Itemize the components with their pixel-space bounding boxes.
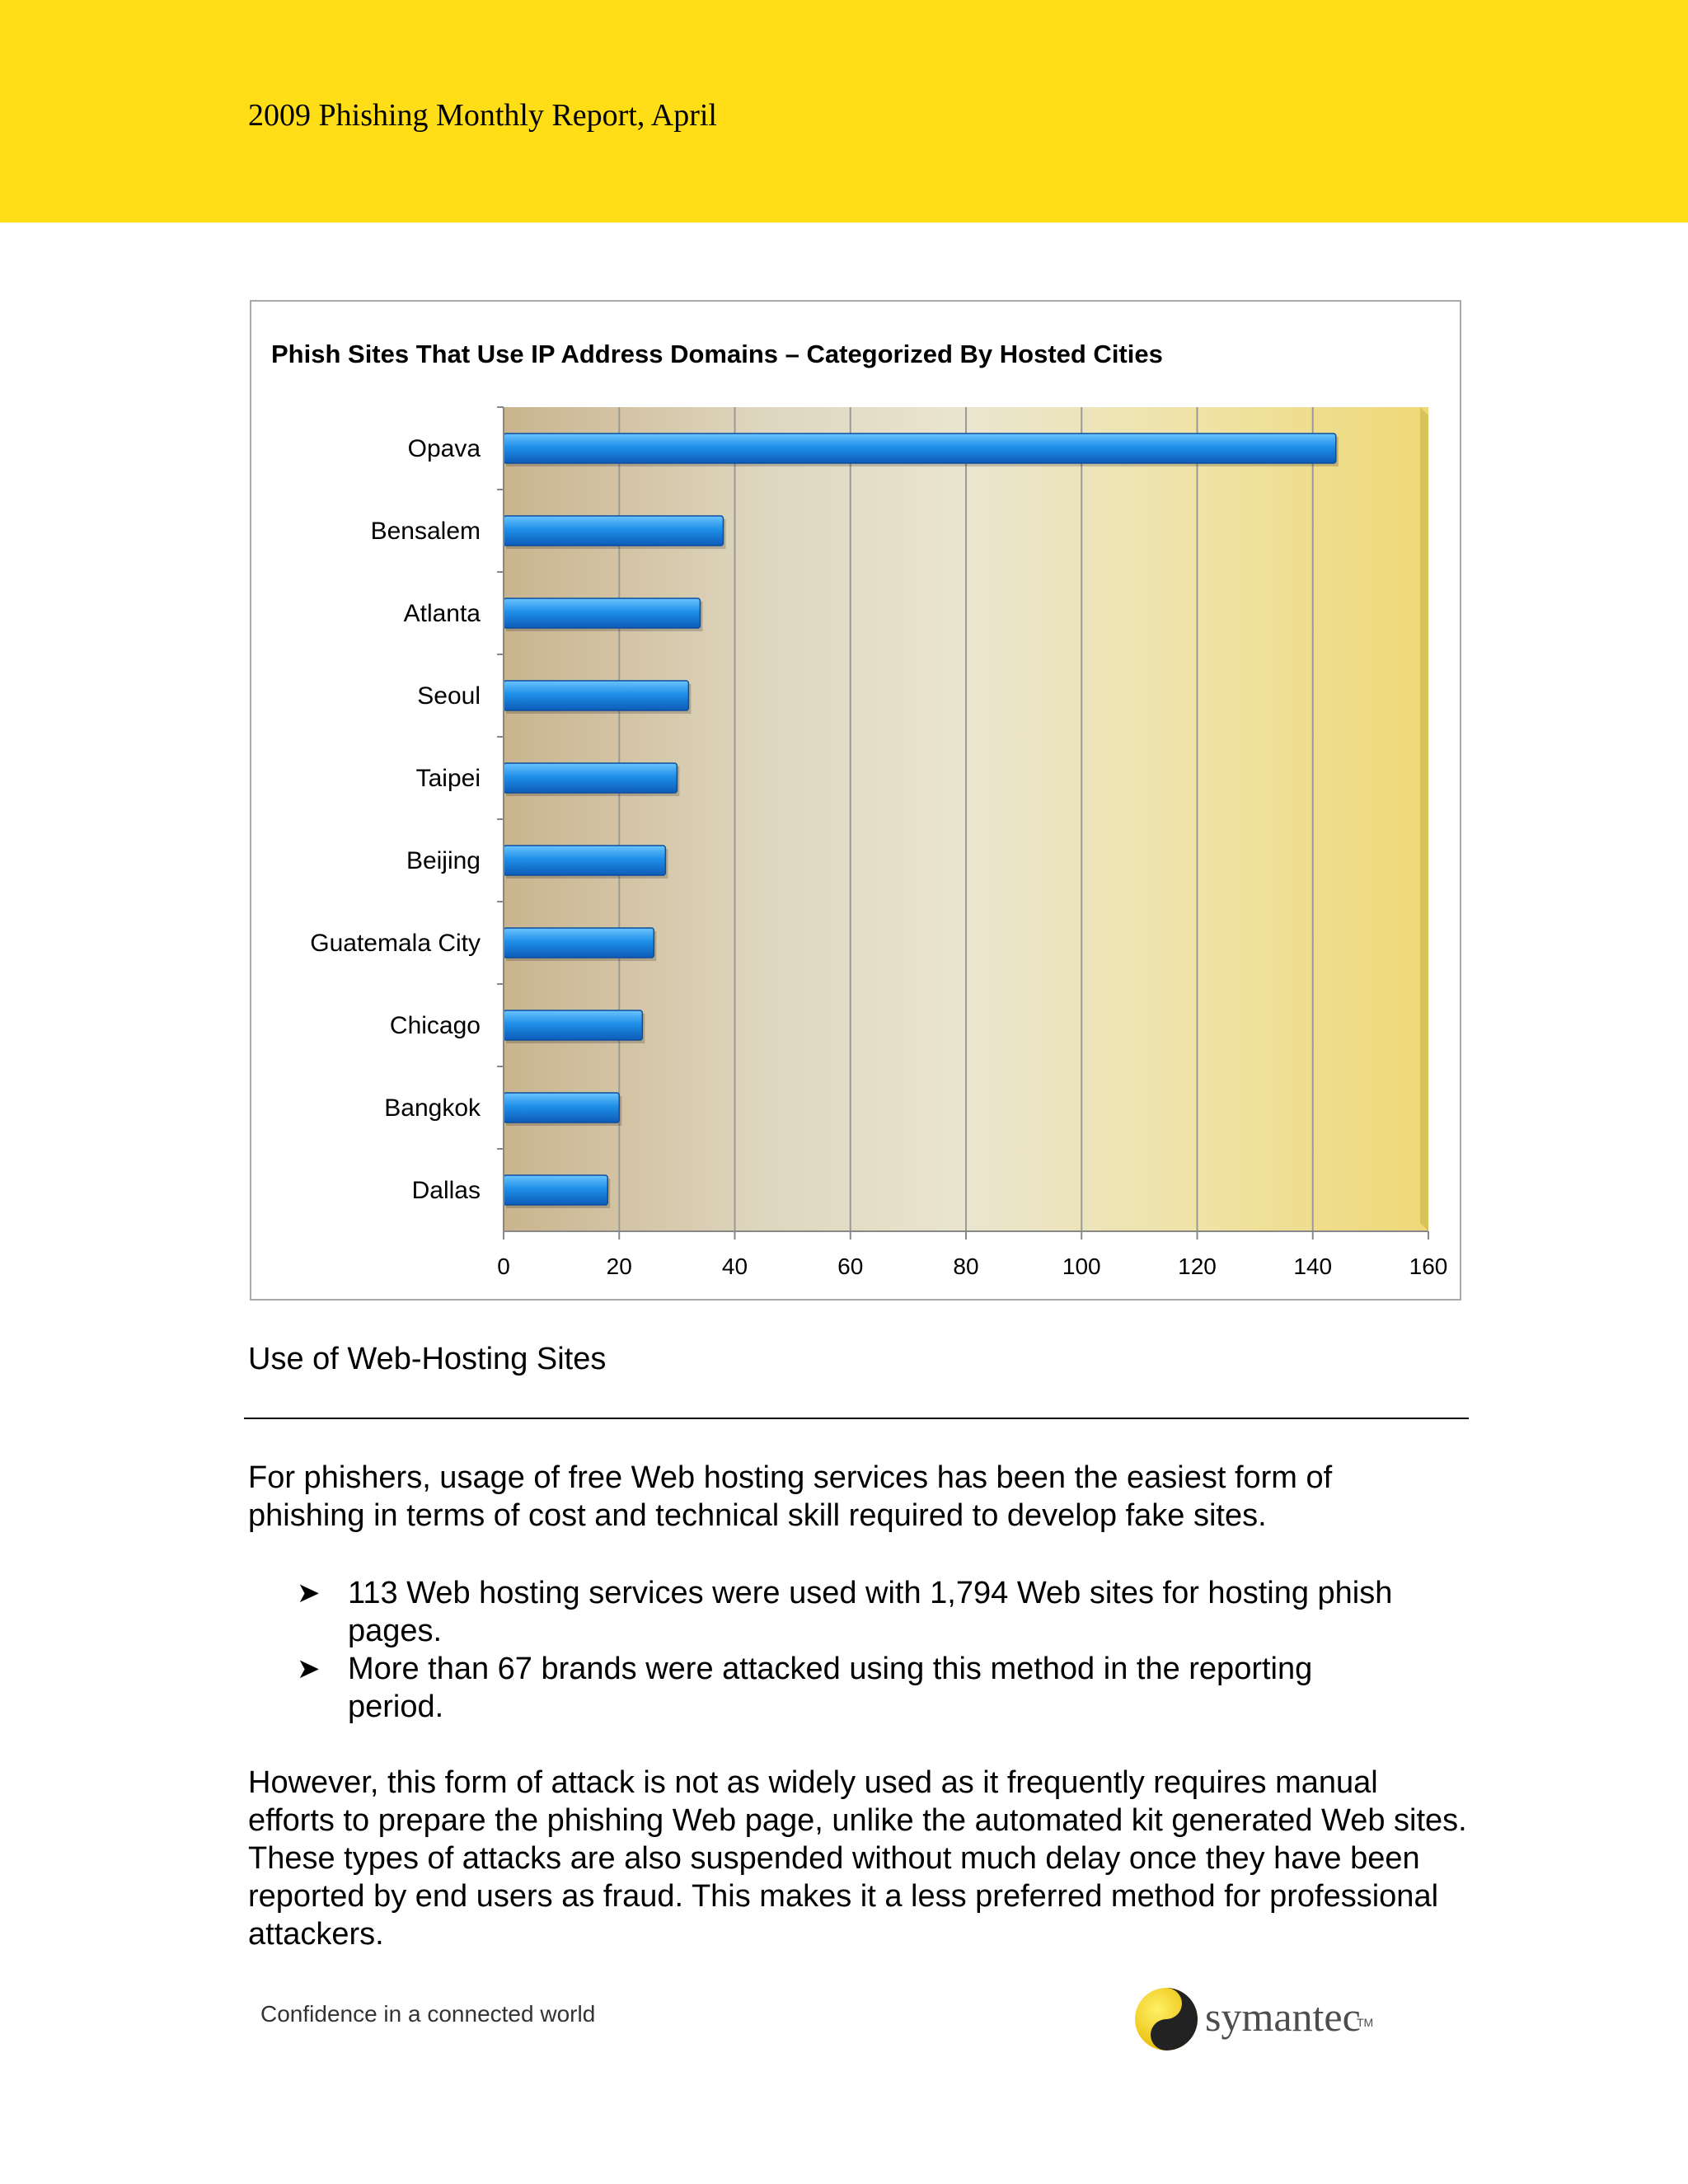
bullet-text: pages. [348, 1614, 443, 1648]
header-band [0, 0, 1688, 223]
section-divider [244, 1418, 1469, 1419]
category-label: Bensalem [370, 518, 481, 545]
closing-line: However, this form of attack is not as widely used as it frequently requires manual [248, 1765, 1378, 1800]
closing-line: reported by end users as fraud. This makes it a less preferred method for professional [248, 1879, 1439, 1914]
category-label: Dallas [411, 1177, 481, 1204]
bar-taipei [504, 763, 677, 793]
chart-frame [250, 300, 1461, 1301]
bar-atlanta [504, 598, 700, 628]
bar-guatemala-city [504, 928, 654, 958]
x-tick-label: 20 [606, 1254, 632, 1279]
category-label: Taipei [415, 765, 481, 792]
closing-line: attackers. [248, 1917, 384, 1952]
bullet-text: 113 Web hosting services were used with 1,794 Web sites for hosting phish [348, 1576, 1393, 1610]
x-tick-label: 160 [1409, 1254, 1448, 1279]
bar-beijing [504, 846, 665, 875]
bar-bangkok [504, 1093, 619, 1122]
logo-trademark: TM [1357, 2016, 1374, 2029]
bullet-text: period. [348, 1690, 444, 1724]
category-label: Seoul [417, 682, 481, 710]
bar-bensalem [504, 516, 723, 546]
category-label: Atlanta [403, 600, 481, 627]
x-tick-label: 80 [953, 1254, 979, 1279]
closing-line: These types of attacks are also suspended without much delay once they have been [248, 1841, 1420, 1876]
intro-paragraph [248, 1459, 1567, 1535]
category-label: Guatemala City [310, 930, 481, 957]
bar-seoul [504, 681, 688, 710]
category-label: Beijing [406, 847, 481, 874]
bullet-item [297, 1574, 1517, 1650]
footer-tagline: Confidence in a connected world [260, 2001, 596, 2027]
closing-line: efforts to prepare the phishing Web page, unlike the automated kit generated Web sites. [248, 1803, 1467, 1838]
category-label: Chicago [389, 1012, 481, 1039]
chart-title: Phish Sites That Use IP Address Domains – Categorized By Hosted Cities [271, 340, 1163, 368]
bullet-text: More than 67 brands were attacked using this method in the reporting [348, 1652, 1313, 1686]
x-tick-label: 40 [721, 1254, 748, 1279]
x-tick-label: 140 [1293, 1254, 1333, 1279]
category-label: Opava [407, 435, 481, 462]
intro-line: For phishers, usage of free Web hosting services has been the easiest form of [248, 1460, 1333, 1495]
plot-bevel [1420, 407, 1428, 1231]
bar-dallas [504, 1175, 607, 1205]
arrow-bullet-icon: ➤ [297, 1577, 321, 1609]
bar-chicago [504, 1010, 642, 1040]
report-title: 2009 Phishing Monthly Report, April [248, 98, 717, 133]
category-label: Bangkok [384, 1094, 481, 1122]
closing-paragraph [248, 1764, 1567, 1953]
bar-chart [251, 302, 1460, 1299]
logo-wordmark: symantec [1205, 1994, 1361, 2040]
arrow-bullet-icon: ➤ [297, 1653, 321, 1685]
bar-opava [504, 434, 1336, 463]
bullet-item [297, 1650, 1517, 1726]
section-heading: Use of Web-Hosting Sites [248, 1342, 607, 1376]
x-tick-label: 120 [1178, 1254, 1217, 1279]
x-tick-label: 100 [1062, 1254, 1101, 1279]
symantec-swirl-icon [1132, 1985, 1201, 2054]
x-tick-label: 60 [837, 1254, 864, 1279]
x-tick-label: 0 [497, 1254, 510, 1279]
intro-line: phishing in terms of cost and technical skill required to develop fake sites. [248, 1498, 1267, 1533]
bullet-list [297, 1574, 1517, 1726]
